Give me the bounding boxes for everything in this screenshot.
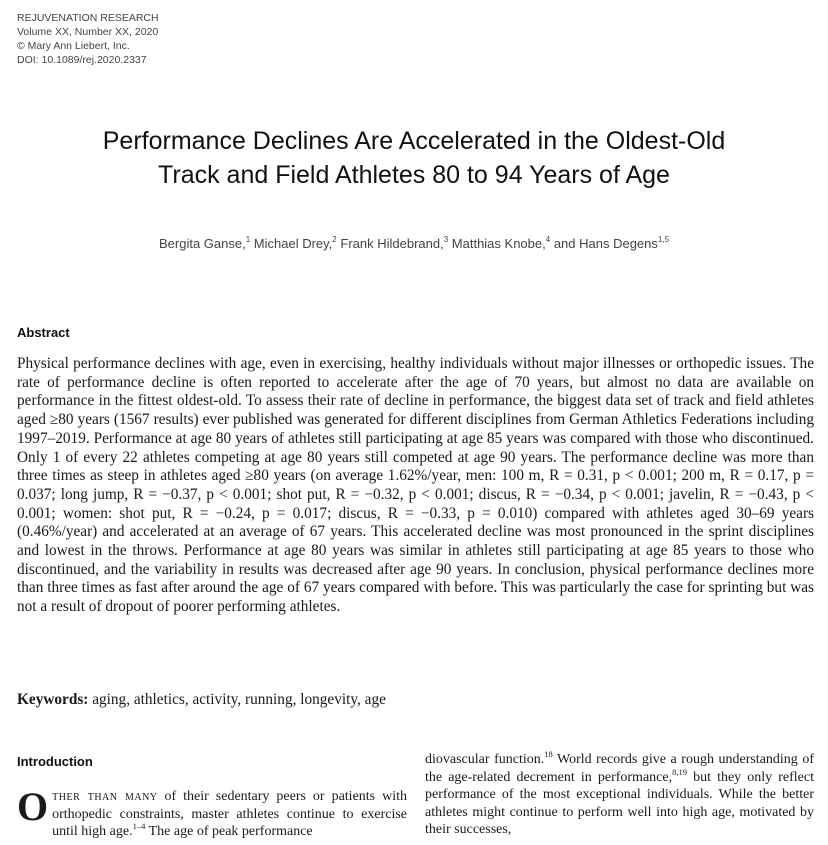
citation-ref[interactable]: 1–4	[132, 821, 146, 831]
affiliation-marker: 3	[443, 235, 449, 244]
keywords-label: Keywords:	[17, 691, 89, 708]
journal-copyright: © Mary Ann Liebert, Inc.	[17, 40, 130, 52]
author[interactable]: Matthias Knobe,$^4$	[451, 235, 551, 251]
paragraph-text: World records give a rough understanding of the age-related decrement in performance,	[425, 752, 814, 785]
abstract-heading: Abstract	[17, 325, 70, 340]
author[interactable]: and Hans Degens$^{1,5}$	[553, 235, 670, 251]
drop-cap: O	[17, 784, 49, 829]
paragraph-text: diovascular function.	[425, 752, 545, 767]
journal-header	[17, 11, 159, 67]
author-list	[0, 235, 828, 251]
keywords-text: aging, athletics, activity, running, longevity, age	[92, 691, 386, 708]
journal-volume: Volume XX, Number XX, 2020	[17, 26, 159, 38]
paragraph-text: of their sedentary peers or patients with orthopedic constraints, master athletes continue to exercise until high age.	[52, 789, 407, 839]
affiliation-marker: 2	[332, 235, 337, 244]
paragraph-text: but they only reflect performance of the most exceptional individuals. While the better athletes might continue to perform well into high age, motivated by their successes,	[425, 769, 814, 837]
author[interactable]: Michael Drey,$^2$	[253, 235, 337, 251]
affiliation-marker: 4	[545, 235, 551, 244]
paper-title-line-1: Performance Declines Are Accelerated in the Oldest-Old	[102, 127, 726, 155]
citation-ref[interactable]: 8,19	[672, 766, 687, 777]
introduction-left-column	[17, 784, 407, 841]
journal-name: REJUVENATION RESEARCH	[17, 12, 159, 24]
author[interactable]: Frank Hildebrand,$^3$	[340, 235, 449, 251]
paragraph-text: The age of peak performance	[148, 824, 313, 839]
introduction-heading: Introduction	[17, 754, 93, 769]
affiliation-marker: 1	[245, 235, 251, 244]
small-caps-lead: ther than many	[52, 789, 158, 804]
paper-title-line-2: Track and Field Athletes 80 to 94 Years of Age	[158, 161, 670, 189]
journal-doi[interactable]: DOI: 10.1089/rej.2020.2337	[17, 54, 147, 66]
abstract-body: Physical performance declines with age, even in exercising, healthy individuals without major illnesses or orthopedic issues. The rate of performance decline is often reported to accelerate after the age of 70 years, but almost no data are available on performance in the fittest oldest-old. To assess their rate of decline in performance, the biggest data set of track and field athletes aged ≥80 years (1567 results) ever published was generated for different disciplines from German Athletics Federations including 1997–2019. Performance at age 80 years of athletes still participating at age 85 years was compared with those who discontinued. Only 1 of every 22 athletes competing at age 80 years still competed at age 90 years. The performance decline was more than three times as steep in athletes aged ≥80 years (on average 1.62%/year, men: 100 m, R = 0.31, p < 0.001; 200 m, R = 0.17, p = 0.037; long jump, R = −0.37, p < 0.001; shot put, R = −0.32, p < 0.001; discus, R = −0.34, p < 0.001; javelin, R = −0.43, p < 0.001; women: shot put, R = −0.24, p = 0.017; discus, R = −0.33, p = 0.010) compared with athletes aged 30–69 years (0.46%/year) and accelerated at an average of 67 years. This accelerated decline was most pronounced in the sprint disciplines and lowest in the throws. Performance at age 80 years was similar in athletes still participating at age 85 years to those who discontinued, and the variability in results was decreased after age 90 years. In conclusion, physical performance declines more than three times as fast after around the age of 67 years compared with before. This was particularly the case for sprinting but was not a result of dropout of poorer performing athletes.	[17, 355, 814, 616]
keywords-line	[17, 691, 814, 709]
introduction-right-column	[425, 751, 814, 839]
affiliation-marker: 1,5	[657, 235, 670, 244]
author[interactable]: Bergita Ganse,$^1$	[158, 235, 251, 251]
paper-title	[0, 124, 828, 192]
citation-ref[interactable]: 18	[544, 749, 553, 759]
